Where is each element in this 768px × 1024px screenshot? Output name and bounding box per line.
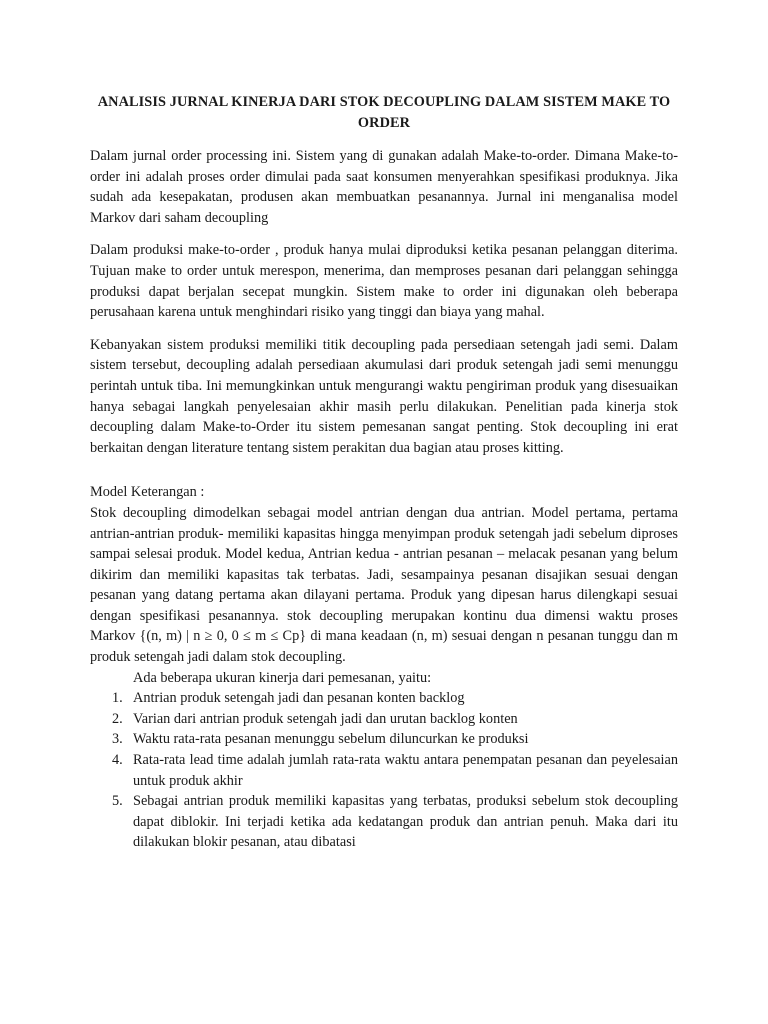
list-number: 2. xyxy=(112,710,123,727)
paragraph-make-to-order: Dalam produksi make-to-order , produk hanya mulai diproduksi ketika pesanan pelanggan diterima. Tujuan make to order untuk merespon, menerima, dan memproses pesanan dari pelanggan sehingga produksi dapat berjalan secepat mungkin. Sistem make to order ini digunakan oleh beberapa perusahaan karena untuk menghindari risiko yang tinggi dan biaya yang mahal. xyxy=(90,242,678,321)
list-number: 4. xyxy=(112,752,123,769)
list-item-text: Varian dari antrian produk setengah jadi dan urutan backlog konten xyxy=(133,710,518,727)
list-item xyxy=(90,791,678,853)
measures-intro: Ada beberapa ukuran kinerja dari pemesanan, yaitu: xyxy=(133,669,432,686)
list-number: 1. xyxy=(112,690,123,707)
measures-list xyxy=(90,688,678,853)
list-item-text: Sebagai antrian produk memiliki kapasitas yang terbatas, produksi sebelum stok decoupling dapat diblokir. Ini terjadi ketika ada kedatangan produk dan antrian penuh. Maka dari itu dilakukan blokir pesanan, atau dibatasi xyxy=(133,793,678,851)
list-item-text: Waktu rata-rata pesanan menunggu sebelum diluncurkan ke produksi xyxy=(133,731,529,748)
list-item-text: Rata-rata lead time adalah jumlah rata-rata waktu antara penempatan pesanan dan peyelesaian untuk produk akhir xyxy=(133,752,678,789)
list-item xyxy=(90,729,678,750)
paragraph-model: Stok decoupling dimodelkan sebagai model antrian dengan dua antrian. Model pertama, pertama antrian-antrian produk- memiliki kapasitas hingga menyimpan produk setengah jadi sebelum diproses sampai selesai produk. Model kedua, Antrian kedua - antrian pesanan – melacak pesanan yang belum dikirim dan memiliki kapasitas tak terbatas. Jadi, sesampainya pesanan disajikan sesuai dengan pesanan yang datang pertama akan dilayani pertama. Produk yang dipesan harus dilengkapi sesuai dengan spesifikasi pesanannya. stok decoupling merupakan kontinu dua dimensi waktu proses Markov {(n, m) | n ≥ 0, 0 ≤ m ≤ Cp} di mana keadaan (n, m) sesuai dengan n pesanan tunggu dan m produk setengah jadi dalam stok decoupling. xyxy=(90,504,678,666)
document-page xyxy=(90,92,678,853)
document-title: ANALISIS JURNAL KINERJA DARI STOK DECOUPLING DALAM SISTEM MAKE TO ORDER xyxy=(97,94,671,131)
spacer xyxy=(90,470,678,482)
model-heading: Model Keterangan : xyxy=(90,484,205,501)
list-item-text: Antrian produk setengah jadi dan pesanan konten backlog xyxy=(133,690,465,707)
list-number: 5. xyxy=(112,793,123,810)
paragraph-intro: Dalam jurnal order processing ini. Sistem yang di gunakan adalah Make-to-order. Dimana Make-to-order ini adalah proses order dimulai pada saat konsumen menyerahkan spesifikasi produknya. Jika sudah ada kesepakatan, produsen akan membuatkan pesanannya. Jurnal ini menganalisa model Markov dari saham decoupling xyxy=(90,148,678,226)
list-item xyxy=(90,688,678,709)
list-item xyxy=(90,750,678,791)
list-number: 3. xyxy=(112,731,123,748)
list-item xyxy=(90,709,678,730)
paragraph-decoupling: Kebanyakan sistem produksi memiliki titik decoupling pada persediaan setengah jadi semi. Dalam sistem tersebut, decoupling adalah persediaan akumulasi dari produk setengah jadi semi menunggu perintah untuk tiba. Ini memungkinkan untuk mengurangi waktu pengiriman produk yang disesuaikan hanya sebagai langkah penyelesaian akhir masih perlu dilakukan. Penelitian pada kinerja stok decoupling dalam Make-to-Order itu sistem pemesanan sangat penting. Stok decoupling ini erat berkaitan dengan literature tentang sistem perakitan dua bagian atau proses kitting. xyxy=(90,336,678,456)
